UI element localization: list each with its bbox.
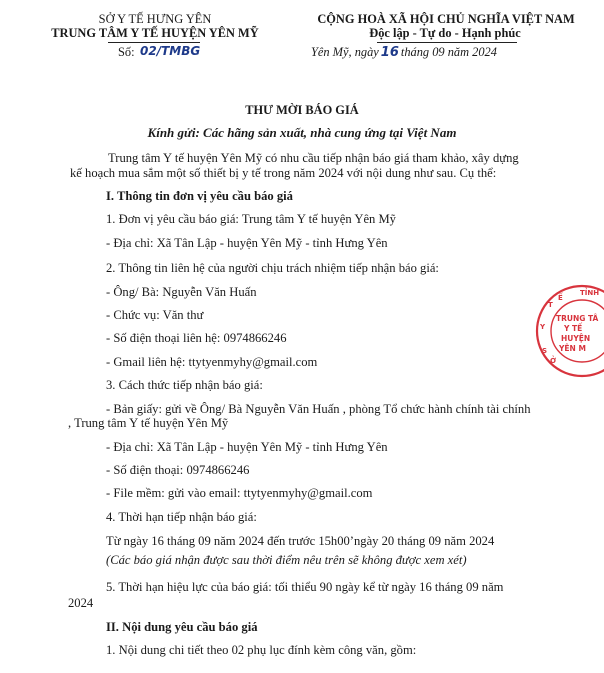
section-1-line: - Số điện thoại liên hệ: 0974866246 xyxy=(106,331,287,345)
section-1-line: - File mềm: gửi vào email: ttytyenmyhy@gmail.com xyxy=(106,486,373,500)
date-day-handwritten: 16 xyxy=(380,45,399,60)
greeting: Kính gửi: Các hãng sản xuất, nhà cung ứng tại Việt Nam xyxy=(147,125,457,140)
section-1-line: 2024 xyxy=(68,596,94,610)
intro-line-2: kế hoạch mua sắm một số thiết bị y tế trong năm 2024 với nội dung như sau. Cụ thể: xyxy=(70,166,497,180)
seal-line: YÊN M xyxy=(559,344,586,353)
date-suffix: tháng 09 năm 2024 xyxy=(400,45,497,59)
section-1-line: - Địa chỉ: Xã Tân Lập - huyện Yên Mỹ - tỉnh Hưng Yên xyxy=(106,236,388,250)
section-1-line: 1. Đơn vị yêu cầu báo giá: Trung tâm Y tế huyện Yên Mỹ xyxy=(106,212,396,226)
seal-top-text: TỈNH xyxy=(580,289,600,297)
seal-line: HUYỆN xyxy=(561,334,591,343)
seal-edge-letter: S xyxy=(542,347,548,355)
section-1-line: 3. Cách thức tiếp nhận báo giá: xyxy=(106,378,263,392)
section-1-note: (Các báo giá nhận được sau thời điểm nêu trên sẽ không được xem xét) xyxy=(106,553,467,567)
doc-number-handwritten: 02/TMBG xyxy=(140,44,201,58)
seal-edge-letter: Ở xyxy=(550,357,557,365)
intro-line-1: Trung tâm Y tế huyện Yên Mỹ có nhu cầu tiếp nhận báo giá tham khảo, xây dựng xyxy=(108,151,519,165)
seal-edge-letter: Ế xyxy=(558,294,563,302)
header-left-underline xyxy=(108,42,200,43)
header-right-underline xyxy=(377,42,517,43)
dept-name: SỞ Y TẾ HƯNG YÊN xyxy=(98,12,212,26)
date-prefix: Yên Mỹ, ngày xyxy=(311,45,379,59)
official-seal xyxy=(534,283,604,379)
section-1-heading: I. Thông tin đơn vị yêu cầu báo giá xyxy=(106,189,293,203)
section-1-line: - Số điện thoại: 0974866246 xyxy=(106,463,250,477)
seal-line: Y TẾ xyxy=(564,324,583,333)
center-name: TRUNG TÂM Y TẾ HUYỆN YÊN MỸ xyxy=(51,26,259,40)
section-2-line-1: 1. Nội dung chi tiết theo 02 phụ lục đính kèm công văn, gồm: xyxy=(106,643,417,657)
document-title: THƯ MỜI BÁO GIÁ xyxy=(245,103,359,117)
seal-line: TRUNG TÂ xyxy=(556,314,599,323)
section-1-line: 5. Thời hạn hiệu lực của báo giá: tối thiểu 90 ngày kể từ ngày 16 tháng 09 năm xyxy=(106,580,504,594)
section-1-line: - Gmail liên hệ: ttytyenmyhy@gmail.com xyxy=(106,355,318,369)
section-1-line: 4. Thời hạn tiếp nhận báo giá: xyxy=(106,510,257,524)
seal-edge-letter: T xyxy=(548,301,553,309)
section-1-line: - Địa chỉ: Xã Tân Lập - huyện Yên Mỹ - tỉnh Hưng Yên xyxy=(106,440,388,454)
section-1-line: Từ ngày 16 tháng 09 năm 2024 đến trước 15h00’ngày 20 tháng 09 năm 2024 xyxy=(106,534,495,548)
doc-number-label: Số: xyxy=(118,45,135,59)
national-motto: Độc lập - Tự do - Hạnh phúc xyxy=(369,26,521,40)
country-name: CỘNG HOÀ XÃ HỘI CHỦ NGHĨA VIỆT NAM xyxy=(317,12,575,26)
section-1-line: , Trung tâm Y tế huyện Yên Mỹ xyxy=(68,416,229,430)
seal-edge-letter: Y xyxy=(540,323,546,331)
section-1-line: - Ông/ Bà: Nguyễn Văn Huấn xyxy=(106,285,257,299)
section-1-line: - Bản giấy: gửi về Ông/ Bà Nguyễn Văn Huấn , phòng Tổ chức hành chính tài chính xyxy=(106,402,531,416)
section-2-heading: II. Nội dung yêu cầu báo giá xyxy=(106,620,258,634)
section-1-line: 2. Thông tin liên hệ của người chịu trách nhiệm tiếp nhận báo giá: xyxy=(106,261,439,275)
section-1-line: - Chức vụ: Văn thư xyxy=(106,308,204,322)
issue-date xyxy=(311,45,497,60)
